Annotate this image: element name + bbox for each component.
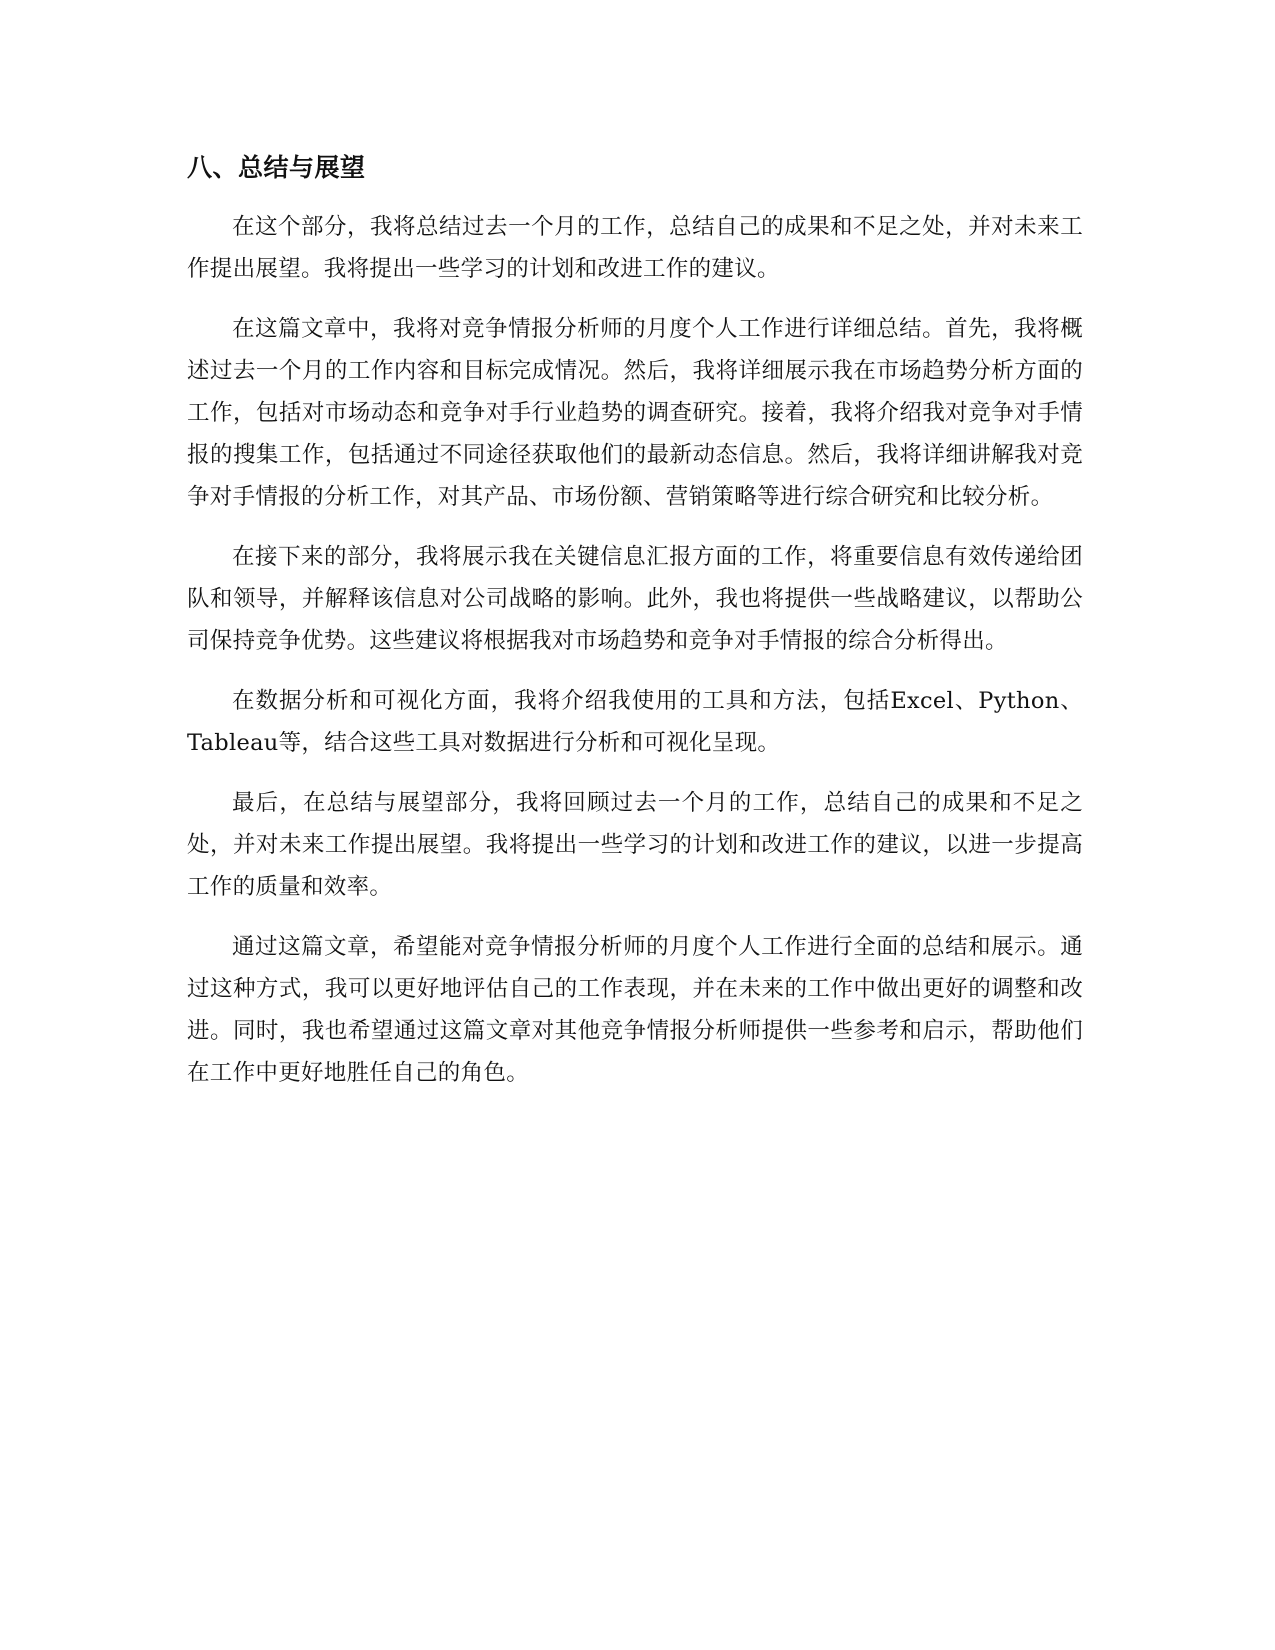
paragraph: 在接下来的部分，我将展示我在关键信息汇报方面的工作，将重要信息有效传递给团队和领导，并解释该信息对公司战略的影响。此外，我也将提供一些战略建议，以帮助公司保持竞争优势。这些建议将根据我对市场趋势和竞争对手情报的综合分析得出。: [187, 544, 1083, 654]
paragraph: 通过这篇文章，希望能对竞争情报分析师的月度个人工作进行全面的总结和展示。通过这种方式，我可以更好地评估自己的工作表现，并在未来的工作中做出更好的调整和改进。同时，我也希望通过这篇文章对其他竞争情报分析师提供一些参考和启示，帮助他们在工作中更好地胜任自己的角色。: [187, 934, 1083, 1086]
paragraph: 最后，在总结与展望部分，我将回顾过去一个月的工作，总结自己的成果和不足之处，并对未来工作提出展望。我将提出一些学习的计划和改进工作的建议，以进一步提高工作的质量和效率。: [187, 790, 1083, 900]
paragraph: 在数据分析和可视化方面，我将介绍我使用的工具和方法，包括Excel、Python、Tableau等，结合这些工具对数据进行分析和可视化呈现。: [187, 688, 1083, 756]
paragraph: 在这篇文章中，我将对竞争情报分析师的月度个人工作进行详细总结。首先，我将概述过去一个月的工作内容和目标完成情况。然后，我将详细展示我在市场趋势分析方面的工作，包括对市场动态和竞争对手行业趋势的调查研究。接着，我将介绍我对竞争对手情报的搜集工作，包括通过不同途径获取他们的最新动态信息。然后，我将详细讲解我对竞争对手情报的分析工作，对其产品、市场份额、营销策略等进行综合研究和比较分析。: [187, 316, 1083, 510]
section-heading: 八、总结与展望: [187, 153, 366, 182]
document-body: [187, 150, 1083, 1112]
paragraph: 在这个部分，我将总结过去一个月的工作，总结自己的成果和不足之处，并对未来工作提出展望。我将提出一些学习的计划和改进工作的建议。: [187, 214, 1083, 282]
